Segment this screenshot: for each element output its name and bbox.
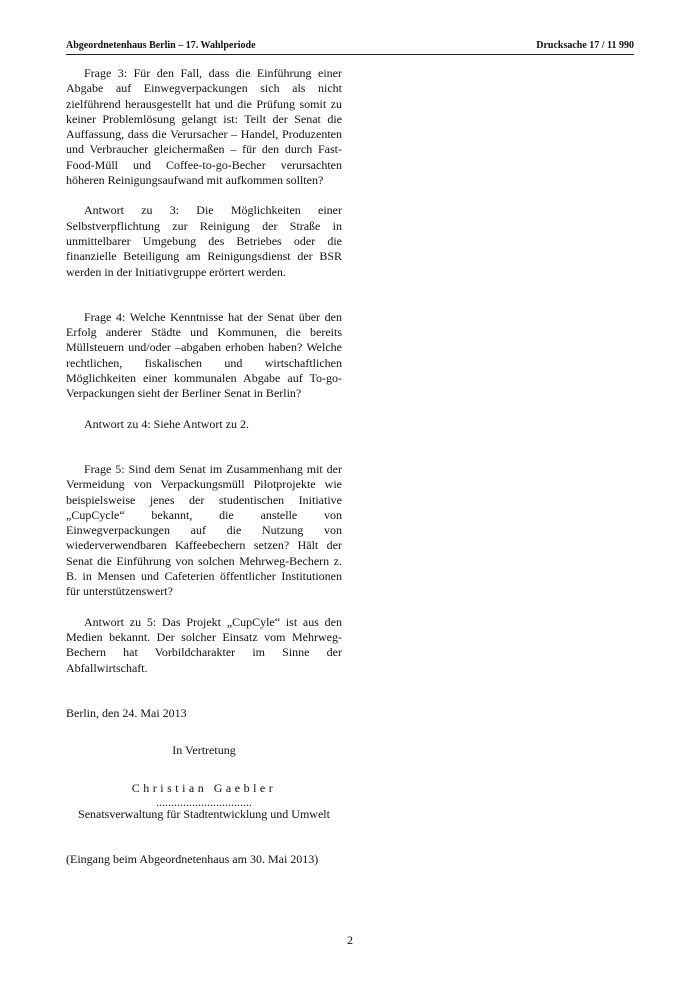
question-5: Frage 5: Sind dem Senat im Zusammenhang mit der Vermeidung von Verpackungsmüll Pilotprojekte wie beispielsweise jenes der studentischen Initiative „CupCycle“ bekannt, die anstelle von Einwegverpackungen auf die Nutzung von wiederverwendbaren Kaffeebechern setzen? Hält der Senat die Einführung von solchen Mehrweg-Bechern z. B. in Mensen und Cafeterien öffentlicher Institutionen für unterstützenswert? (66, 461, 342, 599)
date-line: Berlin, den 24. Mai 2013 (66, 705, 187, 720)
answer-4: Antwort zu 4: Siehe Antwort zu 2. (84, 416, 249, 431)
answer-3: Antwort zu 3: Die Möglichkeiten einer Selbstverpflichtung zur Reinigung der Straße in unmittelbarer Umgebung des Betriebes oder die finanzielle Beteiligung am Reinigungsdienst der BSR werden in der Initiativgruppe erörtert werden. (66, 203, 342, 279)
receipt-note: (Eingang beim Abgeordnetenhaus am 30. Mai 2013) (66, 851, 319, 866)
page-header (66, 40, 634, 55)
signatory-office: Senatsverwaltung für Stadtentwicklung und Umwelt (78, 806, 330, 821)
text-column (66, 66, 342, 867)
signature-dots: ................................ (156, 794, 252, 809)
page-number: 2 (347, 933, 353, 947)
answer-5: Antwort zu 5: Das Projekt „CupCyle“ ist aus den Medien bekannt. Der solcher Einsatz vom Mehrweg-Bechern hat Vorbildcharakter im Sinne der Abfallwirtschaft. (66, 614, 342, 675)
header-parliament: Abgeordnetenhaus Berlin – 17. Wahlperiode (66, 40, 256, 51)
question-4: Frage 4: Welche Kenntnisse hat der Senat über den Erfolg anderer Städte und Kommunen, die bereits Müllsteuern und/oder –abgaben erhoben haben? Welche rechtlichen, fiskalischen und wirtschaftlichen Möglichkeiten einer kommunalen Abgabe auf To-go-Verpackungen sieht der Berliner Senat in Berlin? (66, 309, 342, 401)
header-document-number: Drucksache 17 / 11 990 (536, 40, 634, 51)
signatory-name: Christian Gaebler (131, 781, 277, 796)
question-3: Frage 3: Für den Fall, dass die Einführung einer Abgabe auf Einwegverpackungen sich als nicht zielführend herausgestellt hat und die Prüfung somit zu keiner Problemlösung gelangt ist: Teilt der Senat die Auffassung, dass die Verursacher – Handel, Produzenten und Verbraucher gleichermaßen – für den durch Fast-Food-Müll und Coffee-to-go-Becher verursachten höheren Reinigungsaufwand mit aufkommen sollten? (66, 66, 342, 188)
in-vertretung: In Vertretung (172, 743, 236, 758)
